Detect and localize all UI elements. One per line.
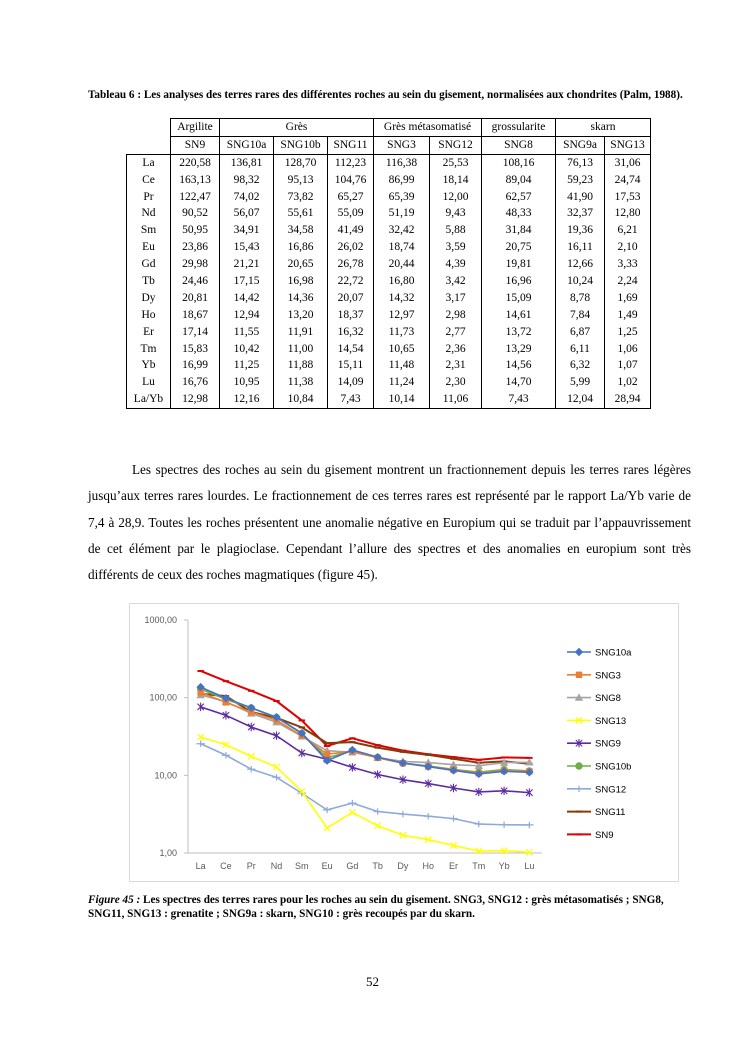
element-label: Ce xyxy=(127,172,171,189)
element-label: Tm xyxy=(127,341,171,358)
table-cell: 1,07 xyxy=(605,357,651,374)
table-cell: 51,19 xyxy=(374,205,430,222)
table-cell: 14,32 xyxy=(374,290,430,307)
table-cell: 41,90 xyxy=(556,189,605,206)
table-cell: 7,43 xyxy=(328,391,374,408)
legend-item xyxy=(567,762,631,773)
table-cell: 48,33 xyxy=(482,205,556,222)
table-cell: 15,43 xyxy=(220,239,274,256)
data-point xyxy=(196,741,204,747)
table-cell: 18,74 xyxy=(374,239,430,256)
table-cell: 31,84 xyxy=(482,222,556,239)
data-point xyxy=(349,809,355,815)
table-cell: 14,54 xyxy=(328,341,374,358)
element-label: Lu xyxy=(127,374,171,391)
table-cell: 16,80 xyxy=(374,273,430,290)
table-cell: 7,43 xyxy=(482,391,556,408)
table-cell: 6,11 xyxy=(556,341,605,358)
table-cell: 4,39 xyxy=(430,256,482,273)
table-row xyxy=(127,154,651,171)
table-cell: 108,16 xyxy=(482,154,556,171)
table-row xyxy=(127,205,651,222)
legend-item xyxy=(567,693,621,704)
table-cell: 5,99 xyxy=(556,374,605,391)
table-cell: 26,78 xyxy=(328,256,374,273)
sample-header: SN9 xyxy=(171,136,220,154)
table-cell: 11,25 xyxy=(220,357,274,374)
table-row xyxy=(127,222,651,239)
element-label: Ho xyxy=(127,307,171,324)
legend-label: SNG10b xyxy=(595,761,632,773)
table-cell: 116,38 xyxy=(374,154,430,171)
table-cell: 20,81 xyxy=(171,290,220,307)
table-cell: 86,99 xyxy=(374,172,430,189)
legend-label: SNG9 xyxy=(595,738,621,750)
table-row xyxy=(127,256,651,273)
data-point xyxy=(248,753,254,759)
table-row xyxy=(127,391,651,408)
table-cell: 13,20 xyxy=(274,307,328,324)
sample-header: SNG13 xyxy=(605,136,651,154)
table-cell: 17,53 xyxy=(605,189,651,206)
table-row xyxy=(127,172,651,189)
ree-spectra-plot xyxy=(130,604,678,881)
element-label: Eu xyxy=(127,239,171,256)
legend-label: SNG10a xyxy=(595,647,632,659)
figure-caption-text: Les spectres des terres rares pour les roches au sein du gisement. SNG3, SNG12 : grès métasomatisés ; SNG8, SNG11, SNG13 : grenatite ; SNG9a : skarn, SNG10 : grès recoupés par du skarn. xyxy=(88,894,664,920)
table-cell: 1,49 xyxy=(605,307,651,324)
group-header: skarn xyxy=(556,119,651,137)
table-cell: 19,81 xyxy=(482,256,556,273)
data-point xyxy=(449,815,457,821)
y-tick-label: 10,00 xyxy=(154,770,177,781)
sample-header: SNG9a xyxy=(556,136,605,154)
sample-header: SNG12 xyxy=(430,136,482,154)
table-cell: 1,69 xyxy=(605,290,651,307)
table-cell: 14,36 xyxy=(274,290,328,307)
table-row xyxy=(127,189,651,206)
table-cell: 2,36 xyxy=(430,341,482,358)
element-label: Er xyxy=(127,324,171,341)
sample-header: SNG11 xyxy=(328,136,374,154)
table-cell: 18,37 xyxy=(328,307,374,324)
table-cell: 14,09 xyxy=(328,374,374,391)
data-point xyxy=(424,813,432,819)
x-tick-label: Sm xyxy=(295,861,309,871)
table-cell: 56,07 xyxy=(220,205,274,222)
data-point xyxy=(500,822,508,828)
table-cell: 2,31 xyxy=(430,357,482,374)
table-cell: 10,65 xyxy=(374,341,430,358)
table-cell: 9,43 xyxy=(430,205,482,222)
table-cell: 55,09 xyxy=(328,205,374,222)
table-cell: 25,53 xyxy=(430,154,482,171)
series-sng8 xyxy=(196,691,533,769)
body-paragraph xyxy=(88,457,691,588)
table-cell: 98,32 xyxy=(220,172,274,189)
data-point xyxy=(576,672,582,678)
x-tick-label: Ho xyxy=(422,861,434,871)
table-cell: 29,98 xyxy=(171,256,220,273)
series-line xyxy=(201,687,530,774)
table-cell: 12,66 xyxy=(556,256,605,273)
table-cell: 19,36 xyxy=(556,222,605,239)
table-cell: 128,70 xyxy=(274,154,328,171)
table-cell: 14,56 xyxy=(482,357,556,374)
page-number: 52 xyxy=(366,974,379,989)
legend-label: SNG3 xyxy=(595,670,621,682)
table-cell: 16,98 xyxy=(274,273,328,290)
data-point xyxy=(373,808,381,814)
table-cell: 14,61 xyxy=(482,307,556,324)
x-tick-label: Yb xyxy=(498,861,510,871)
x-tick-label: Tm xyxy=(472,861,486,871)
legend-item xyxy=(567,830,613,841)
table-cell: 20,44 xyxy=(374,256,430,273)
table-cell: 15,83 xyxy=(171,341,220,358)
table-cell: 41,49 xyxy=(328,222,374,239)
table-cell: 2,77 xyxy=(430,324,482,341)
paragraph-text: Les spectres des roches au sein du gisement montrent un fractionnement depuis les terres rares légères jusqu’aux terres rares lourdes. Le fractionnement de ces terres rares est représenté par le rapport La/Yb varie de 7,4 à 28,9. Toutes les roches présentent une anomalie négative en Europium qui se traduit par l’appauvrissement de cet élément par le plagioclase. Cependant l’allure des spectres et des anomalies en europium sont très différents de ceux des roches magmatiques (figure 45). xyxy=(88,462,691,583)
data-point xyxy=(525,822,533,828)
table-cell: 3,59 xyxy=(430,239,482,256)
table-cell: 16,32 xyxy=(328,324,374,341)
group-header: Argilite xyxy=(171,119,220,137)
x-tick-label: Tb xyxy=(372,861,383,871)
table-row xyxy=(127,307,651,324)
sample-header: SNG8 xyxy=(482,136,556,154)
table-cell: 10,84 xyxy=(274,391,328,408)
table-cell: 73,82 xyxy=(274,189,328,206)
table-cell: 55,61 xyxy=(274,205,328,222)
table-cell: 3,17 xyxy=(430,290,482,307)
legend-item xyxy=(567,739,621,750)
table-cell: 11,00 xyxy=(274,341,328,358)
table-cell: 16,96 xyxy=(482,273,556,290)
table-cell: 17,14 xyxy=(171,324,220,341)
table-cell: 11,06 xyxy=(430,391,482,408)
x-tick-label: Eu xyxy=(321,861,333,871)
table-row xyxy=(127,374,651,391)
table-cell: 11,91 xyxy=(274,324,328,341)
table-row xyxy=(127,239,651,256)
table-cell: 3,42 xyxy=(430,273,482,290)
table-cell: 136,81 xyxy=(220,154,274,171)
table-cell: 12,80 xyxy=(605,205,651,222)
group-header: Grès xyxy=(220,119,374,137)
table-row xyxy=(127,273,651,290)
legend-item xyxy=(567,784,626,795)
table-cell: 32,37 xyxy=(556,205,605,222)
data-point xyxy=(324,825,330,831)
element-label: Nd xyxy=(127,205,171,222)
table-cell: 26,02 xyxy=(328,239,374,256)
x-tick-label: La xyxy=(195,861,206,871)
table-cell: 22,72 xyxy=(328,273,374,290)
table-cell: 15,09 xyxy=(482,290,556,307)
y-tick-label: 1000,00 xyxy=(144,615,177,625)
table-cell: 104,76 xyxy=(328,172,374,189)
table-cell: 13,72 xyxy=(482,324,556,341)
table-cell: 16,76 xyxy=(171,374,220,391)
table-cell: 18,67 xyxy=(171,307,220,324)
table-cell: 8,78 xyxy=(556,290,605,307)
x-tick-label: Er xyxy=(449,861,458,871)
sample-header: SNG10a xyxy=(220,136,274,154)
table-cell: 14,42 xyxy=(220,290,274,307)
element-label: La/Yb xyxy=(127,391,171,408)
table-cell: 1,02 xyxy=(605,374,651,391)
table-cell: 76,13 xyxy=(556,154,605,171)
x-tick-label: Lu xyxy=(524,861,535,871)
table-cell: 2,98 xyxy=(430,307,482,324)
element-label: Yb xyxy=(127,357,171,374)
group-header: Grès métasomatisé xyxy=(374,119,482,137)
sample-header: SNG10b xyxy=(274,136,328,154)
table-cell: 28,94 xyxy=(605,391,651,408)
table-cell: 62,57 xyxy=(482,189,556,206)
table-cell: 7,84 xyxy=(556,307,605,324)
table-cell: 10,42 xyxy=(220,341,274,358)
table-cell: 32,42 xyxy=(374,222,430,239)
legend-item xyxy=(567,716,626,727)
legend-label: SN9 xyxy=(595,829,614,841)
table-cell: 13,29 xyxy=(482,341,556,358)
y-tick-label: 100,00 xyxy=(149,692,177,703)
table-cell: 17,15 xyxy=(220,273,274,290)
table-cell: 23,86 xyxy=(171,239,220,256)
data-point xyxy=(575,786,583,792)
legend-label: SNG12 xyxy=(595,784,627,796)
legend-item xyxy=(567,807,625,818)
series-sng10a xyxy=(196,683,533,778)
legend-label: SNG11 xyxy=(595,807,626,819)
table-cell: 34,91 xyxy=(220,222,274,239)
series-sn9 xyxy=(197,671,532,760)
table-cell: 10,14 xyxy=(374,391,430,408)
table-cell: 20,65 xyxy=(274,256,328,273)
series-sng9 xyxy=(197,703,532,797)
table-cell: 11,73 xyxy=(374,324,430,341)
table-cell: 112,23 xyxy=(328,154,374,171)
y-tick-label: 1,00 xyxy=(159,848,177,858)
data-point xyxy=(475,821,483,827)
table-cell: 6,32 xyxy=(556,357,605,374)
table-cell: 16,11 xyxy=(556,239,605,256)
table-cell: 90,52 xyxy=(171,205,220,222)
table-row xyxy=(127,357,651,374)
data-point xyxy=(273,764,279,770)
table-row xyxy=(127,341,651,358)
x-tick-label: Gd xyxy=(346,861,359,871)
x-tick-label: Dy xyxy=(397,861,409,871)
table-cell: 12,98 xyxy=(171,391,220,408)
x-tick-label: Pr xyxy=(246,861,256,871)
table-cell: 59,23 xyxy=(556,172,605,189)
table-row xyxy=(127,324,651,341)
series-line xyxy=(201,707,530,793)
table-cell: 65,27 xyxy=(328,189,374,206)
table-cell: 11,88 xyxy=(274,357,328,374)
element-label: Pr xyxy=(127,189,171,206)
table-cell: 2,30 xyxy=(430,374,482,391)
table-cell: 24,46 xyxy=(171,273,220,290)
table-cell: 15,11 xyxy=(328,357,374,374)
data-point xyxy=(575,762,582,769)
table-sample-row xyxy=(127,136,651,154)
table-cell: 16,86 xyxy=(274,239,328,256)
element-label: Sm xyxy=(127,222,171,239)
table-cell: 1,25 xyxy=(605,324,651,341)
table-cell: 12,94 xyxy=(220,307,274,324)
table-cell: 11,24 xyxy=(374,374,430,391)
element-label: La xyxy=(127,154,171,171)
table-cell: 2,24 xyxy=(605,273,651,290)
legend-item xyxy=(567,670,621,681)
x-tick-label: Ce xyxy=(220,861,232,871)
data-point xyxy=(399,811,407,817)
table-cell: 5,88 xyxy=(430,222,482,239)
ree-chart xyxy=(129,603,679,882)
table-cell: 6,21 xyxy=(605,222,651,239)
table-cell: 10,95 xyxy=(220,374,274,391)
legend-item xyxy=(567,648,632,659)
element-label: Tb xyxy=(127,273,171,290)
table-cell: 220,58 xyxy=(171,154,220,171)
data-point xyxy=(575,648,583,656)
table-cell: 50,95 xyxy=(171,222,220,239)
table-cell: 74,02 xyxy=(220,189,274,206)
sample-header: SNG3 xyxy=(374,136,430,154)
table-cell: 2,10 xyxy=(605,239,651,256)
data-point xyxy=(324,751,330,757)
table-cell: 6,87 xyxy=(556,324,605,341)
table-cell: 12,97 xyxy=(374,307,430,324)
table-row xyxy=(127,290,651,307)
table-cell: 3,33 xyxy=(605,256,651,273)
table-cell: 11,48 xyxy=(374,357,430,374)
figure-caption xyxy=(88,893,693,921)
table-cell: 12,04 xyxy=(556,391,605,408)
table-cell: 12,16 xyxy=(220,391,274,408)
table-caption: Tableau 6 : Les analyses des terres rares des différentes roches au sein du gisement, normalisées aux chondrites (Palm, 1988). xyxy=(88,89,683,101)
table-cell: 163,13 xyxy=(171,172,220,189)
element-label: Dy xyxy=(127,290,171,307)
table-group-row xyxy=(127,119,651,137)
x-tick-label: Nd xyxy=(270,861,283,871)
table-cell: 21,21 xyxy=(220,256,274,273)
legend-label: SNG13 xyxy=(595,715,627,727)
figure-label: Figure 45 : xyxy=(88,894,141,906)
table-cell: 34,58 xyxy=(274,222,328,239)
table-cell: 11,55 xyxy=(220,324,274,341)
element-label: Gd xyxy=(127,256,171,273)
table-cell: 10,24 xyxy=(556,273,605,290)
legend-label: SNG8 xyxy=(595,693,621,705)
table-cell: 12,00 xyxy=(430,189,482,206)
table-cell: 31,06 xyxy=(605,154,651,171)
table-cell: 65,39 xyxy=(374,189,430,206)
table-cell: 95,13 xyxy=(274,172,328,189)
table-cell: 20,75 xyxy=(482,239,556,256)
table-cell: 14,70 xyxy=(482,374,556,391)
table-cell: 18,14 xyxy=(430,172,482,189)
table-cell: 24,74 xyxy=(605,172,651,189)
table-cell: 122,47 xyxy=(171,189,220,206)
table-cell: 11,38 xyxy=(274,374,328,391)
ree-table xyxy=(126,118,651,409)
table-cell: 89,04 xyxy=(482,172,556,189)
table-cell: 20,07 xyxy=(328,290,374,307)
group-header: grossularite xyxy=(482,119,556,137)
table-cell: 1,06 xyxy=(605,341,651,358)
data-point xyxy=(348,800,356,806)
table-cell: 16,99 xyxy=(171,357,220,374)
